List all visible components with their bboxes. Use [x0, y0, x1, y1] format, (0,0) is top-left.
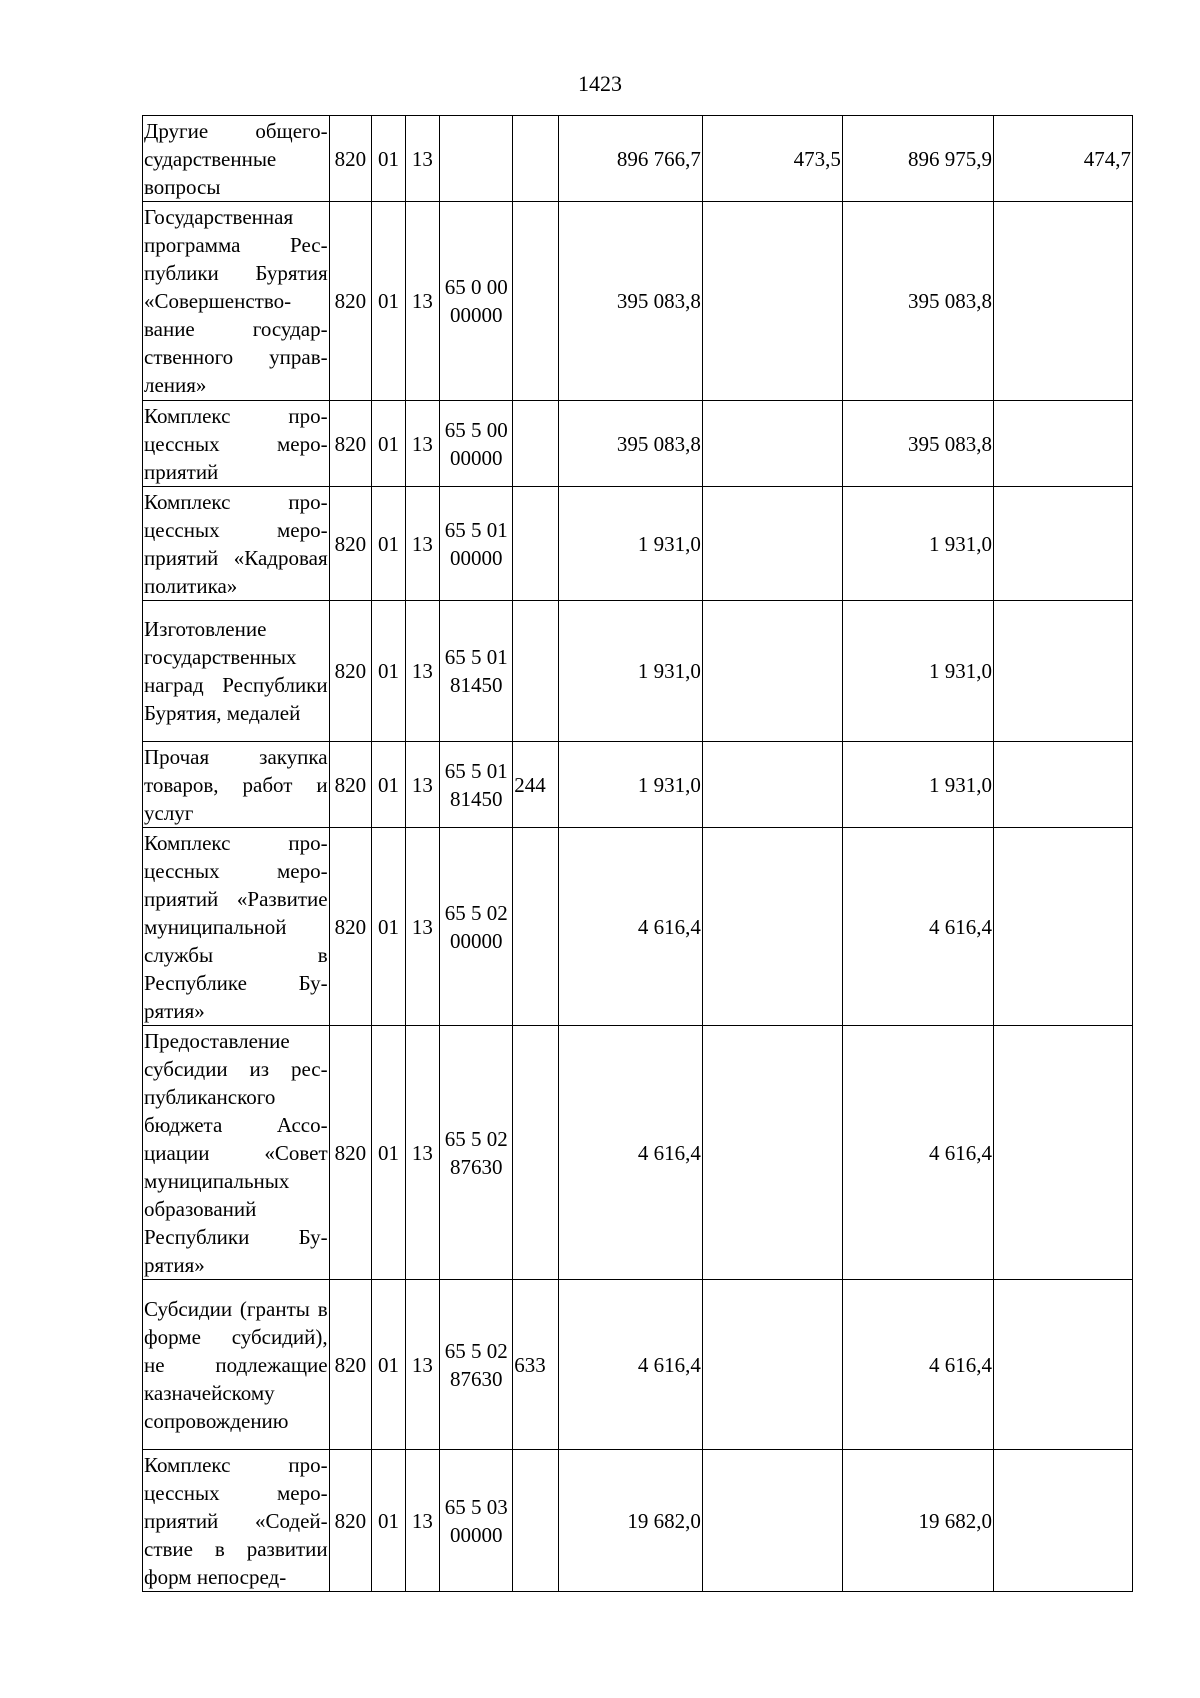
sum-2: 19 682,0 [842, 1450, 993, 1592]
sum-1: 4 616,4 [558, 1280, 702, 1450]
vr-code [513, 1026, 559, 1280]
table-row [143, 1026, 1133, 1280]
rz-code: 01 [372, 202, 405, 401]
ved-code: 820 [329, 601, 372, 742]
sum-1: 4 616,4 [558, 828, 702, 1026]
ved-code: 820 [329, 487, 372, 601]
rz-code: 01 [372, 1280, 405, 1450]
row-name: Прочая закупка товаров, работ и услуг [143, 742, 330, 828]
table-row [143, 1280, 1133, 1450]
budget-table-body [143, 116, 1133, 1592]
vr-code [513, 401, 559, 487]
federal-1 [702, 601, 842, 742]
sum-2: 1 931,0 [842, 487, 993, 601]
federal-1 [702, 401, 842, 487]
sum-1: 1 931,0 [558, 742, 702, 828]
federal-2 [993, 1026, 1132, 1280]
sum-2: 4 616,4 [842, 828, 993, 1026]
csr-code: 65 5 01 81450 [440, 601, 513, 742]
federal-2 [993, 1450, 1132, 1592]
row-name: Субсидии (гранты в форме субсидий), не подлежащие казначейскому сопровождению [143, 1280, 330, 1450]
federal-2 [993, 202, 1132, 401]
federal-1 [702, 1280, 842, 1450]
table-row [143, 742, 1133, 828]
pr-code: 13 [405, 1026, 439, 1280]
rz-code: 01 [372, 601, 405, 742]
vr-code [513, 116, 559, 202]
csr-code: 65 5 00 00000 [440, 401, 513, 487]
table-row [143, 828, 1133, 1026]
csr-code: 65 5 01 00000 [440, 487, 513, 601]
sum-1: 19 682,0 [558, 1450, 702, 1592]
ved-code: 820 [329, 828, 372, 1026]
federal-2 [993, 828, 1132, 1026]
vr-code [513, 828, 559, 1026]
vr-code [513, 601, 559, 742]
sum-2: 395 083,8 [842, 401, 993, 487]
rz-code: 01 [372, 116, 405, 202]
pr-code: 13 [405, 1280, 439, 1450]
vr-code [513, 1450, 559, 1592]
csr-code: 65 5 02 87630 [440, 1280, 513, 1450]
pr-code: 13 [405, 202, 439, 401]
ved-code: 820 [329, 116, 372, 202]
table-row [143, 116, 1133, 202]
sum-2: 395 083,8 [842, 202, 993, 401]
sum-1: 395 083,8 [558, 202, 702, 401]
pr-code: 13 [405, 601, 439, 742]
federal-1 [702, 202, 842, 401]
pr-code: 13 [405, 1450, 439, 1592]
sum-2: 4 616,4 [842, 1280, 993, 1450]
ved-code: 820 [329, 401, 372, 487]
federal-1 [702, 742, 842, 828]
budget-table [142, 115, 1133, 1592]
sum-1: 896 766,7 [558, 116, 702, 202]
row-name: Комплекс процессных мероприятий [143, 401, 330, 487]
table-row [143, 1450, 1133, 1592]
vr-code: 244 [513, 742, 559, 828]
sum-1: 395 083,8 [558, 401, 702, 487]
rz-code: 01 [372, 828, 405, 1026]
federal-2 [993, 601, 1132, 742]
federal-1 [702, 487, 842, 601]
row-name: Изготовление государственных наград Республики Бурятия, медалей [143, 601, 330, 742]
row-name: Комплекс процессных мероприятий «Развитие муниципальной службы в Республике Бурятия» [143, 828, 330, 1026]
rz-code: 01 [372, 1026, 405, 1280]
sum-2: 1 931,0 [842, 742, 993, 828]
rz-code: 01 [372, 1450, 405, 1592]
federal-2 [993, 1280, 1132, 1450]
pr-code: 13 [405, 742, 439, 828]
table-row [143, 487, 1133, 601]
federal-1 [702, 828, 842, 1026]
rz-code: 01 [372, 742, 405, 828]
federal-2 [993, 401, 1132, 487]
csr-code [440, 116, 513, 202]
row-name: Другие общегосударственные вопросы [143, 116, 330, 202]
csr-code: 65 5 03 00000 [440, 1450, 513, 1592]
ved-code: 820 [329, 202, 372, 401]
csr-code: 65 5 02 00000 [440, 828, 513, 1026]
row-name: Комплекс процессных мероприятий «Кадровая политика» [143, 487, 330, 601]
federal-2: 474,7 [993, 116, 1132, 202]
sum-2: 896 975,9 [842, 116, 993, 202]
sum-1: 1 931,0 [558, 601, 702, 742]
ved-code: 820 [329, 1280, 372, 1450]
federal-1 [702, 1450, 842, 1592]
vr-code: 633 [513, 1280, 559, 1450]
pr-code: 13 [405, 116, 439, 202]
sum-1: 4 616,4 [558, 1026, 702, 1280]
ved-code: 820 [329, 742, 372, 828]
federal-1 [702, 1026, 842, 1280]
sum-2: 4 616,4 [842, 1026, 993, 1280]
row-name: Предоставление субсидии из республиканского бюджета Ассоциации «Совет муниципальных образований Республики Бурятия» [143, 1026, 330, 1280]
pr-code: 13 [405, 828, 439, 1026]
ved-code: 820 [329, 1450, 372, 1592]
rz-code: 01 [372, 401, 405, 487]
csr-code: 65 5 01 81450 [440, 742, 513, 828]
vr-code [513, 202, 559, 401]
row-name: Комплекс процессных мероприятий «Содействие в развитии форм непосред- [143, 1450, 330, 1592]
federal-2 [993, 487, 1132, 601]
csr-code: 65 5 02 87630 [440, 1026, 513, 1280]
csr-code: 65 0 00 00000 [440, 202, 513, 401]
row-name: Государственная программа Республики Бурятия «Совершенствование государственного управления» [143, 202, 330, 401]
table-row [143, 202, 1133, 401]
federal-1: 473,5 [702, 116, 842, 202]
rz-code: 01 [372, 487, 405, 601]
table-row [143, 401, 1133, 487]
ved-code: 820 [329, 1026, 372, 1280]
sum-2: 1 931,0 [842, 601, 993, 742]
vr-code [513, 487, 559, 601]
table-row [143, 601, 1133, 742]
federal-2 [993, 742, 1132, 828]
sum-1: 1 931,0 [558, 487, 702, 601]
pr-code: 13 [405, 487, 439, 601]
pr-code: 13 [405, 401, 439, 487]
page-number: 1423 [578, 71, 622, 96]
